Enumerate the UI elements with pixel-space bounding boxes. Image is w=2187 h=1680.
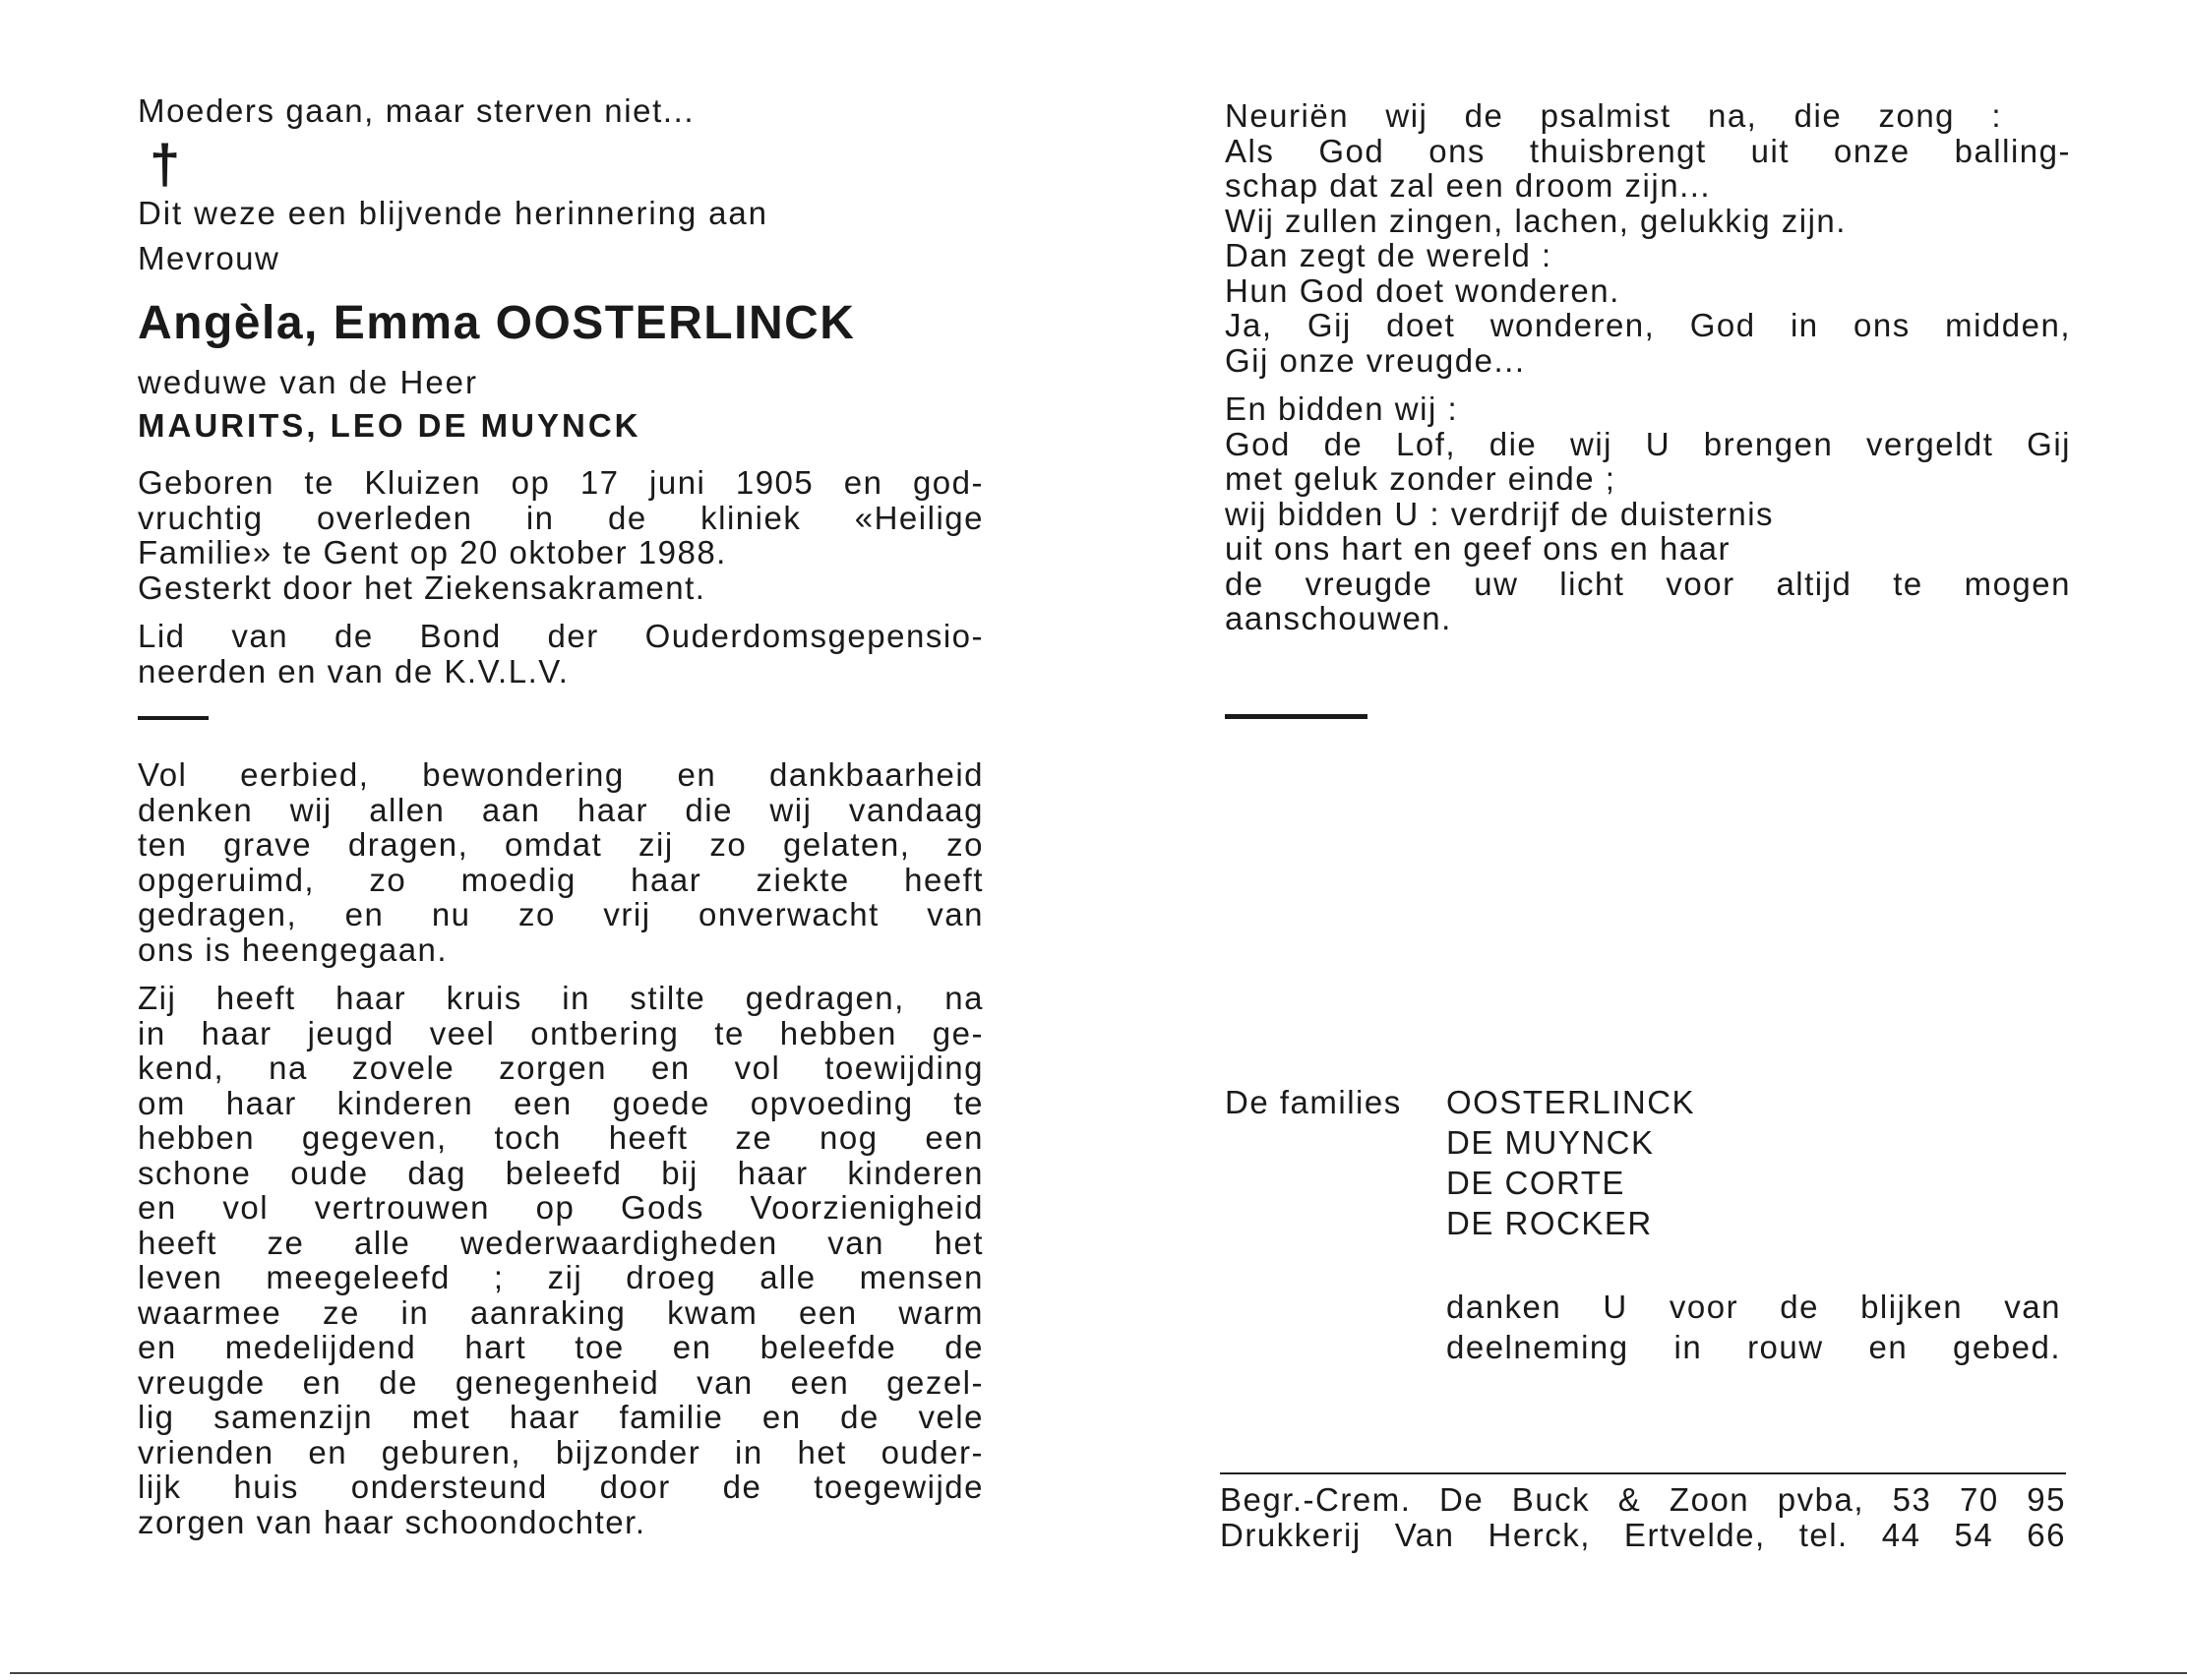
text-line: schone oude dag beleefd bij haar kinderen — [138, 1154, 984, 1191]
text-line: Drukkerij Van Herck, Ertvelde, tel. 44 54 66 — [1220, 1517, 2066, 1553]
right-column — [1225, 98, 2071, 636]
text-line: Zij heeft haar kruis in stilte gedragen, na — [138, 980, 984, 1016]
text-line: de vreugde uw licht voor altijd te mogen — [1225, 565, 2071, 602]
text-line: schap dat zal een droom zijn... — [1225, 167, 1712, 204]
text-line: uit ons hart en geef ons en haar — [1225, 530, 1731, 567]
section-divider — [1225, 714, 1367, 719]
text-line: Begr.-Crem. De Buck & Zoon pvba, 53 70 95 — [1220, 1481, 2066, 1518]
intro-line: Dit weze een blijvende herinnering aan — [138, 195, 768, 231]
text-line: om haar kinderen een goede opvoeding te — [138, 1084, 984, 1121]
text-line: neerden en van de K.V.L.V. — [138, 652, 570, 690]
text-line: Vol eerbied, bewondering en dankbaarheid — [138, 756, 984, 793]
family-name: OOSTERLINCK — [1446, 1084, 1696, 1120]
husband-name: MAURITS, LEO DE MUYNCK — [138, 407, 641, 444]
bottom-fold-line — [10, 1672, 2187, 1674]
text-line: Familie» te Gent op 20 oktober 1988. — [138, 534, 727, 570]
printer-credits — [1220, 1482, 2066, 1553]
tribute-paragraph-2 — [138, 981, 984, 1539]
text-line: Geboren te Kluizen op 17 juni 1905 en god- — [138, 464, 984, 501]
text-line: en medelijdend hart toe en beleefde de — [138, 1329, 984, 1365]
text-line: Dan zegt de wereld : — [1225, 237, 1552, 273]
text-line: aanschouwen. — [1225, 600, 1452, 636]
text-line: Ja, Gij doet wonderen, God in ons midden, — [1225, 307, 2071, 343]
text-line: Gij onze vreugde... — [1225, 341, 1526, 379]
text-line: en vol vertrouwen op Gods Voorzienigheid — [138, 1189, 984, 1226]
text-line: denken wij allen aan haar die wij vandaag — [138, 791, 984, 828]
thanks-block — [1446, 1287, 2061, 1367]
text-line: in haar jeugd veel ontbering te hebben ge- — [138, 1014, 984, 1051]
text-line: danken U voor de blijken van — [1446, 1289, 2061, 1325]
text-line: Als God ons thuisbrengt uit onze balling- — [1225, 132, 2071, 169]
text-line: zorgen van haar schoondochter. — [138, 1503, 646, 1540]
text-line: Lid van de Bond der Ouderdomsgepensio- — [138, 618, 984, 654]
text-line: Neuriën wij de psalmist na, die zong : — [1225, 97, 2002, 134]
tribute-paragraph-1 — [138, 757, 984, 967]
motto: Moeders gaan, maar sterven niet... — [138, 92, 696, 129]
text-line: Gesterkt door het Ziekensakrament. — [138, 569, 706, 606]
text-line: En bidden wij : — [1225, 390, 1459, 427]
text-line: met geluk zonder einde ; — [1225, 460, 1616, 497]
text-line: heeft ze alle wederwaardigheden van het — [138, 1224, 984, 1261]
deceased-name: Angèla, Emma OOSTERLINCK — [138, 297, 856, 349]
text-line: deelneming in rouw en gebed. — [1446, 1329, 2061, 1365]
text-line: opgeruimd, zo moedig haar ziekte heeft — [138, 861, 984, 898]
text-line: God de Lof, die wij U brengen vergeldt Gij — [1225, 425, 2071, 462]
text-line: vreugde en de genegenheid van een gezel- — [138, 1363, 984, 1401]
text-line: leven meegeleefd ; zij droeg alle mensen — [138, 1259, 984, 1295]
families-label: De families — [1225, 1084, 1402, 1120]
text-line: kend, na zovele zorgen en vol toewijding — [138, 1050, 984, 1086]
birth-death-block — [138, 465, 984, 605]
family-name: DE MUYNCK — [1446, 1124, 1655, 1161]
text-line: vruchtig overleden in de kliniek «Heilige — [138, 499, 984, 536]
text-line: ons is heengegaan. — [138, 930, 449, 968]
text-line: Hun God doet wonderen. — [1225, 271, 1620, 309]
cross-icon: † — [150, 133, 181, 195]
text-line: ten grave dragen, omdat zij zo gelaten, zo — [138, 826, 984, 863]
section-divider — [138, 716, 209, 720]
printer-rule — [1220, 1472, 2066, 1474]
membership-block — [138, 619, 984, 689]
text-line: waarmee ze in aanraking kwam een warm — [138, 1293, 984, 1331]
text-line: vrienden en geburen, bijzonder in het ouder- — [138, 1433, 984, 1470]
prayer-block — [1225, 391, 2071, 636]
text-line: Wij zullen zingen, lachen, gelukkig zijn. — [1225, 202, 1847, 239]
family-name: DE ROCKER — [1446, 1205, 1653, 1241]
text-line: hebben gegeven, toch heeft ze nog een — [138, 1119, 984, 1156]
widow-of-line: weduwe van de Heer — [138, 364, 479, 400]
text-line: lijk huis ondersteund door de toegewijde — [138, 1469, 984, 1505]
text-line: wij bidden U : verdrijf de duisternis — [1225, 495, 1775, 532]
left-column — [138, 93, 984, 1539]
text-line: lig samenzijn met haar familie en de vele — [138, 1399, 984, 1435]
psalm-block — [1225, 98, 2071, 378]
family-name: DE CORTE — [1446, 1165, 1625, 1201]
intro-title: Mevrouw — [138, 240, 280, 276]
text-line: gedragen, en nu zo vrij onverwacht van — [138, 896, 984, 932]
